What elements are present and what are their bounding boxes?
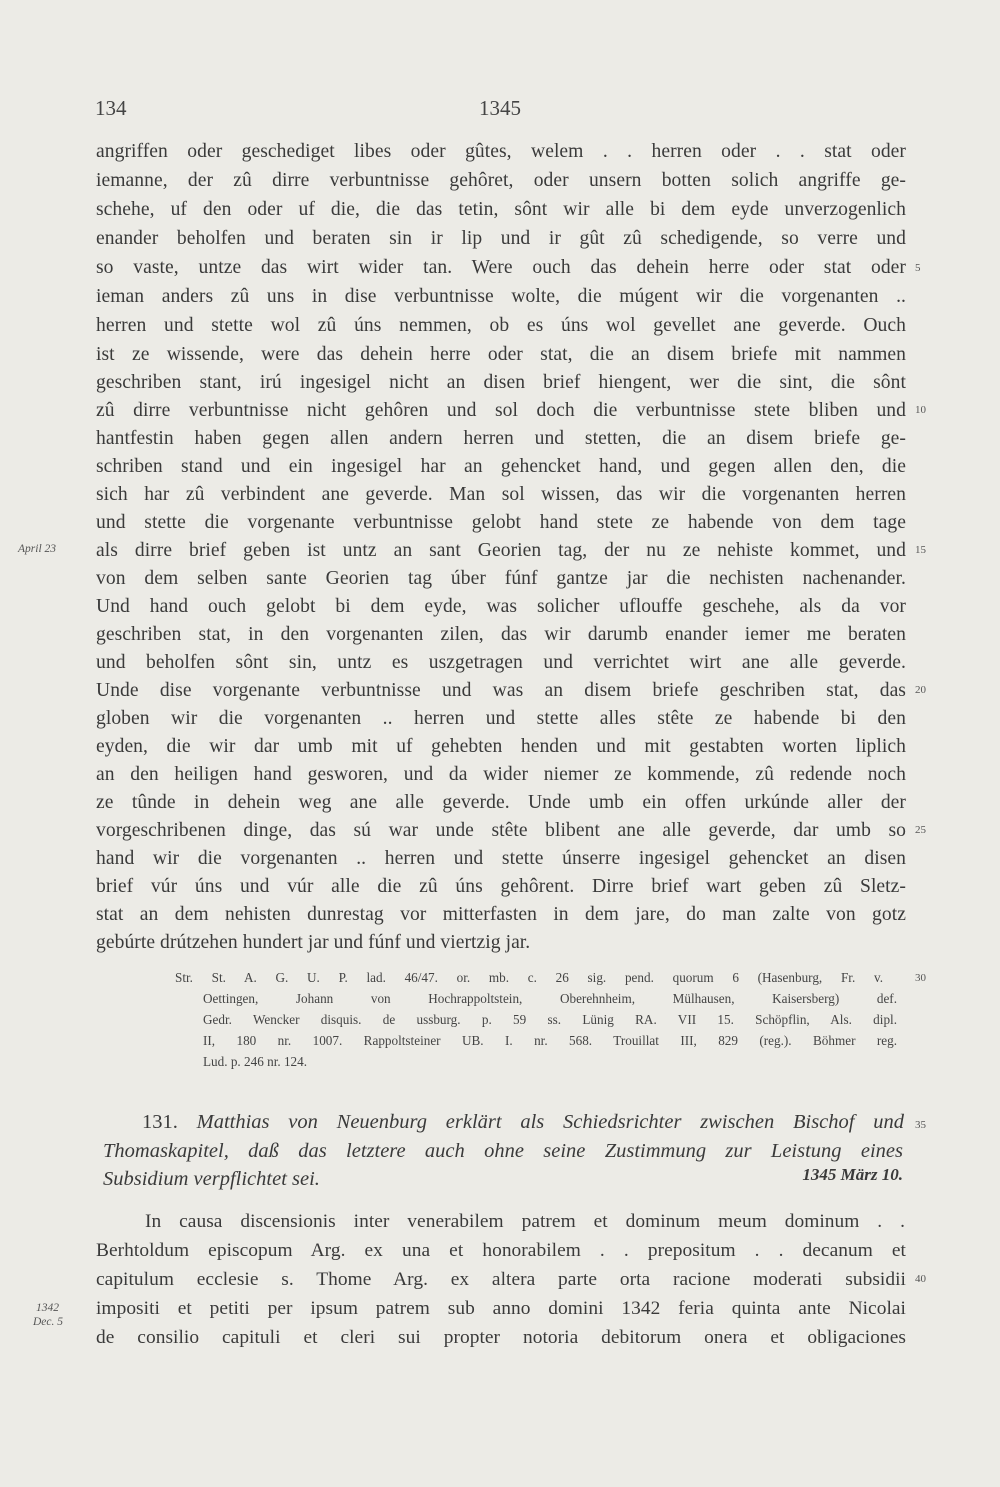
page-number: 134: [95, 96, 127, 120]
body-line: Unde dise vorgenante verbuntnisse und was an disem briefe geschriben stat, das: [96, 680, 906, 701]
margin-date-note: April 23: [18, 543, 57, 555]
line-number: 10: [915, 404, 926, 416]
body-line: enander beholfen und beraten sin ir lip und ir gût zû schedigende, so verre und: [96, 228, 906, 249]
line-number: 25: [915, 824, 926, 836]
latin-line: impositi et petiti per ipsum patrem sub anno domini 1342 feria quinta ante Nicolai: [96, 1298, 906, 1319]
body-line: als dirre brief geben ist untz an sant Georien tag, der nu ze nehiste kommet, und: [96, 540, 906, 561]
line-number: 40: [915, 1273, 926, 1285]
body-line: gebúrte drútzehen hundert jar und fúnf und viertzig jar.: [96, 932, 531, 953]
body-line: hand wir die vorgenanten .. herren und stette únserre ingesigel gehencket an disen: [96, 848, 906, 869]
body-line: zû dirre verbuntnisse nicht gehôren und sol doch die verbuntnisse stete bliben und: [96, 400, 906, 421]
body-line: an den heiligen hand gesworen, und da wider niemer ze kommende, zû redende noch: [96, 764, 906, 785]
body-line: und stette die vorgenante verbuntnisse gelobt hand stete ze habende von dem tage: [96, 512, 906, 533]
latin-line: de consilio capituli et cleri sui propter notoria debitorum onera et obligaciones: [96, 1327, 906, 1348]
latin-line: capitulum ecclesie s. Thome Arg. ex altera parte orta racione moderati subsidii: [96, 1269, 906, 1290]
body-line: hantfestin haben gegen allen andern herren und stetten, die an disem briefe ge-: [96, 428, 906, 449]
citation-line: Str. St. A. G. U. P. lad. 46/47. or. mb. c. 26 sig. pend. quorum 6 (Hasenburg, Fr. v.: [175, 970, 883, 985]
line-number: 20: [915, 684, 926, 696]
body-line: herren und stette wol zû úns nemmen, ob es úns wol gevellet ane geverde. Ouch: [96, 315, 906, 336]
body-line: vorgeschribenen dinge, das sú war unde stête blibent ane alle geverde, dar umb so: [96, 820, 906, 841]
citation-line: Oettingen, Johann von Hochrappoltstein, Oberehnheim, Mülhausen, Kaisersberg) def.: [203, 991, 897, 1006]
body-line: ze tûnde in dehein weg ane alle geverde. Unde umb ein offen urkúnde aller der: [96, 792, 906, 813]
body-line: Und hand ouch gelobt bi dem eyde, was solicher uflouffe geschehe, als da vor: [96, 596, 906, 617]
body-line: eyden, die wir dar umb mit uf gehebten henden und mit gestabten worten liplich: [96, 736, 906, 757]
latin-line: Berhtoldum episcopum Arg. ex una et honorabilem . . prepositum . . decanum et: [96, 1240, 906, 1261]
body-line: globen wir die vorgenanten .. herren und stette alles stête ze habende bi den: [96, 708, 906, 729]
latin-line: In causa discensionis inter venerabilem patrem et dominum meum dominum . .: [145, 1211, 905, 1232]
entry-heading-line: [142, 1108, 904, 1138]
body-line: brief vúr úns und vúr alle die zû úns gehôrent. Dirre brief wart geben zû Sletz-: [96, 876, 906, 897]
body-line: und beholfen sônt sin, untz es uszgetragen und verrichtet wirt ane alle geverde.: [96, 652, 906, 673]
body-line: schriben stand und ein ingesigel har an gehencket hand, und gegen allen den, die: [96, 456, 906, 477]
entry-heading-line: Subsidium verpflichtet sei.: [103, 1168, 320, 1190]
body-line: geschriben stant, irú ingesigel nicht an disen brief hiengent, wer die sint, die sônt: [96, 372, 906, 393]
entry-heading-text: Matthias von Neuenburg erklärt als Schiedsrichter zwischen Bischof und: [196, 1111, 904, 1133]
entry-date: 1345 März 10.: [802, 1165, 903, 1184]
body-line: iemanne, der zû dirre verbuntnisse gehôret, oder unsern botten solich angriffe ge-: [96, 170, 906, 191]
line-number: 30: [915, 972, 926, 984]
margin-date-year: 1342: [36, 1302, 59, 1314]
line-number: 5: [915, 262, 921, 274]
citation-line: II, 180 nr. 1007. Rappoltsteiner UB. I. nr. 568. Trouillat III, 829 (reg.). Böhmer reg.: [203, 1033, 897, 1048]
body-line: angriffen oder geschediget libes oder gûtes, welem . . herren oder . . stat oder: [96, 141, 906, 162]
margin-date-day: Dec. 5: [33, 1316, 64, 1328]
line-number: 15: [915, 544, 926, 556]
body-line: so vaste, untze das wirt wider tan. Were ouch das dehein herre oder stat oder: [96, 257, 906, 278]
citation-line: Lud. p. 246 nr. 124.: [203, 1054, 308, 1069]
page-year-heading: 1345: [479, 96, 521, 120]
entry-number: 131.: [142, 1111, 178, 1133]
body-line: schehe, uf den oder uf die, die das tetin, sônt wir alle bi dem eyde unverzogenlich: [96, 199, 906, 220]
citation-line: Gedr. Wencker disquis. de ussburg. p. 59 ss. Lünig RA. VII 15. Schöpflin, Als. dipl.: [203, 1012, 897, 1027]
body-line: ist ze wissende, were das dehein herre oder stat, die an disem briefe mit nammen: [96, 344, 906, 365]
line-number: 35: [915, 1119, 926, 1131]
entry-heading-line: Thomaskapitel, daß das letztere auch ohne seine Zustimmung zur Leistung eines: [103, 1140, 903, 1162]
body-line: stat an dem nehisten dunrestag vor mitterfasten in dem jare, do man zalte von gotz: [96, 904, 906, 925]
body-line: sich har zû verbindent ane geverde. Man sol wissen, das wir die vorgenanten herren: [96, 484, 906, 505]
body-line: von dem selben sante Georien tag úber fúnf gantze jar die nechisten nachenander.: [96, 568, 906, 589]
body-line: ieman anders zû uns in dise verbuntnisse wolte, die múgent wir die vorgenanten ..: [96, 286, 906, 307]
body-line: geschriben stat, in den vorgenanten zilen, das wir darumb enander iemer me beraten: [96, 624, 906, 645]
